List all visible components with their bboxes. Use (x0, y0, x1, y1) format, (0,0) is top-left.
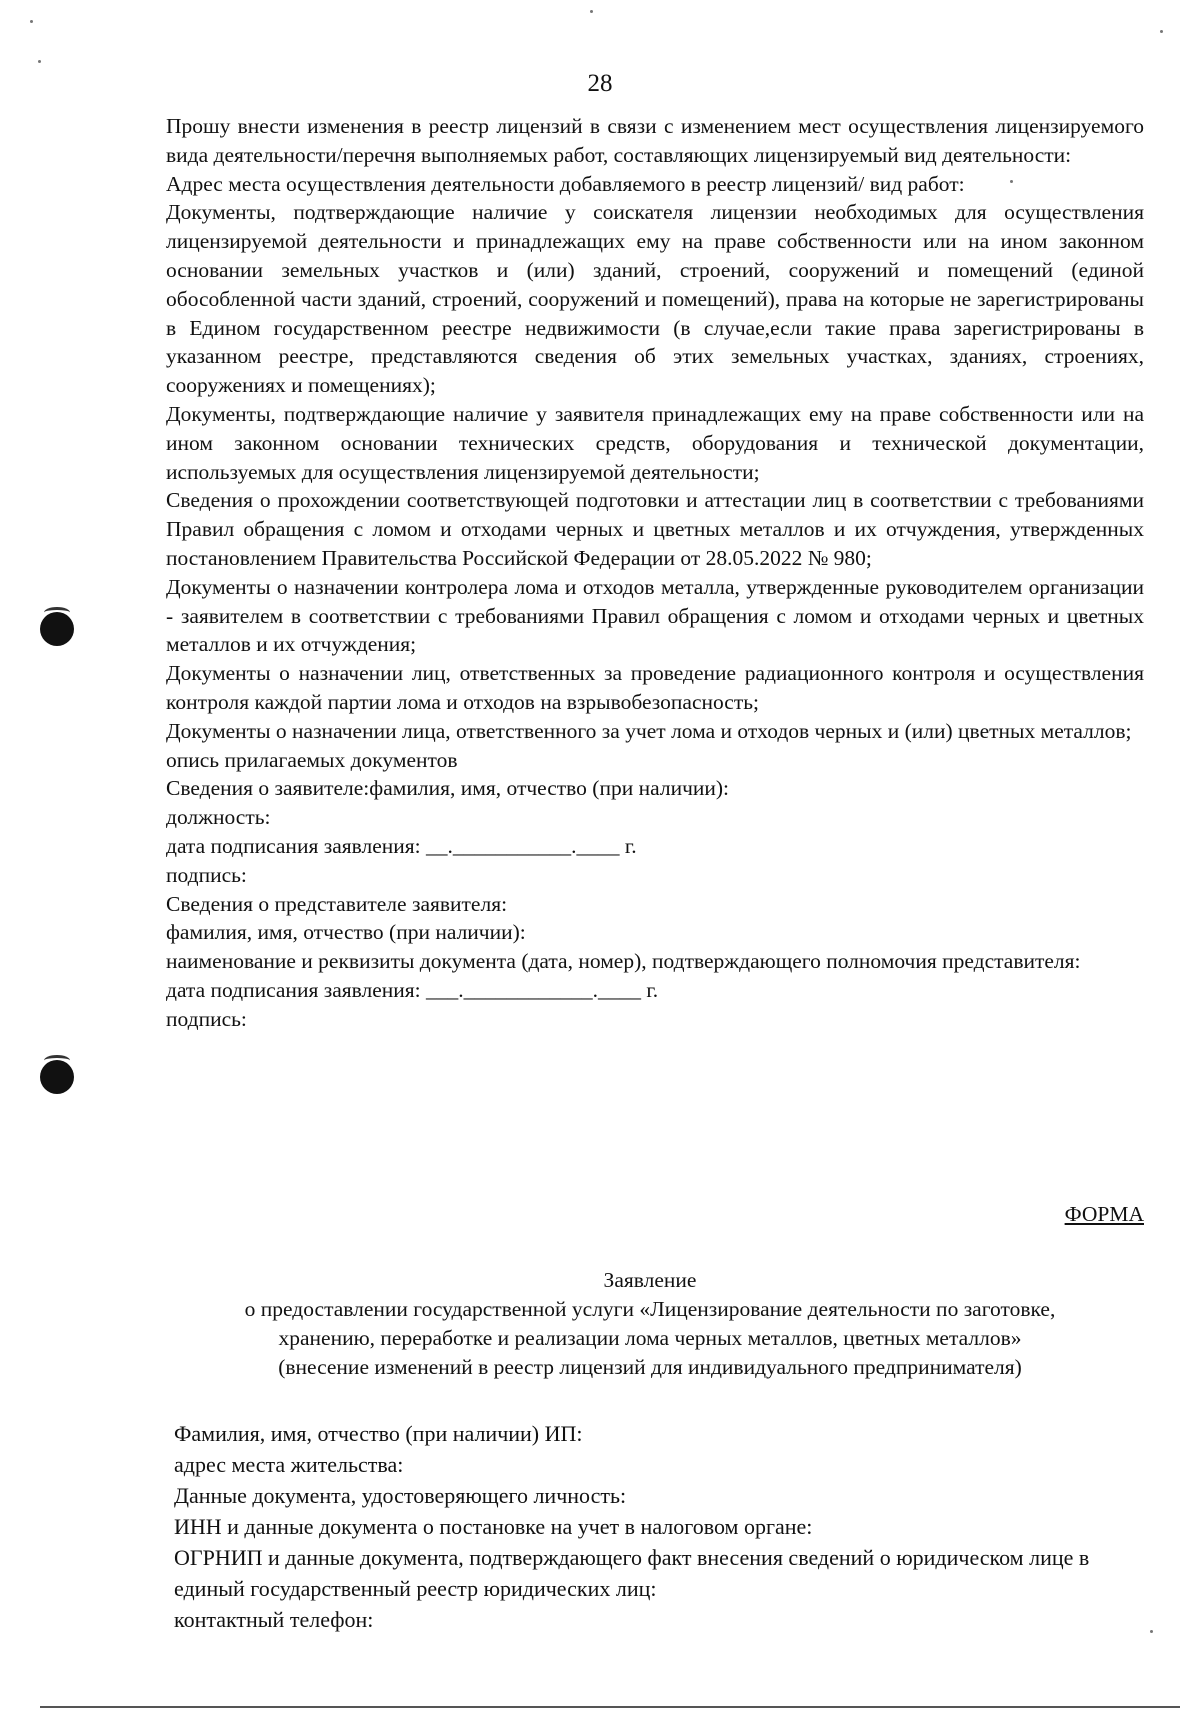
scan-speck (1010, 180, 1013, 183)
address-paragraph: Адрес места осуществления деятельности добавляемого в реестр лицензий/ вид работ: (166, 171, 965, 196)
application-subtitle-line-1: о предоставлении государственной услуги «Лицензирование деятельности по заготовке, (244, 1297, 1056, 1321)
representative-signing-date-line (166, 976, 1144, 1005)
signature-line: подпись: (166, 862, 247, 887)
land-documents-paragraph: Документы, подтверждающие наличие у соискателя лицензии необходимых для осуществления лицензируемой деятельности и принадлежащих ему на праве собственности или на ином законном основании земельных участков и (или) зданий, строений, сооружений и помещений (единой обособленной части зданий, строений, сооружений и помещений), права на которые не зарегистрированы в Едином государственном реестре недвижимости (в случае,если такие права зарегистрированы в указанном реестре, представляются сведения об этих земельных участках, зданиях, строениях, сооружениях и помещениях); (166, 200, 1144, 398)
field-identity-document: Данные документа, удостоверяющего личность: (174, 1483, 627, 1508)
scan-speck (30, 20, 33, 23)
scan-speck (590, 10, 593, 13)
scan-speck (1150, 1630, 1153, 1633)
field-contact-phone: контактный телефон: (174, 1607, 374, 1632)
authority-document-line: наименование и реквизиты документа (дата, номер), подтверждающего полномочия представителя: (166, 949, 1081, 974)
controller-paragraph: Документы о назначении контролера лома и отходов металла, утвержденные руководителем организации - заявителем в соответствии с требованиями Правил обращения с ломом и отходами черных и цветных металлов и их отчуждения; (166, 574, 1144, 657)
punch-hole (40, 1060, 74, 1094)
forma-label: ФОРМА (1064, 1202, 1144, 1226)
application-subtitle-line-3: (внесение изменений в реестр лицензий для индивидуального предпринимателя) (278, 1355, 1022, 1379)
punch-hole (40, 612, 74, 646)
equipment-documents-paragraph: Документы, подтверждающие наличие у заявителя принадлежащих ему на праве собственности или на ином законном основании технических средств, оборудования и технической документации, используемых для осуществления лицензируемой деятельности; (166, 401, 1144, 484)
field-inn: ИНН и данные документа о постановке на учет в налоговом органе: (174, 1514, 813, 1539)
representative-signing-date-label: дата подписания заявления: (166, 977, 421, 1002)
training-paragraph: Сведения о прохождении соответствующей подготовки и аттестации лиц в соответствии с требованиями Правил обращения с ломом и отходами черных и цветных металлов и их отчуждения, утвержденных постановлением Правительства Российской Федерации от 28.05.2022 № 980; (166, 488, 1144, 570)
field-residence-address: адрес места жительства: (174, 1452, 404, 1477)
request-paragraph: Прошу внести изменения в реестр лицензий в связи с изменением мест осуществления лицензируемого вида деятельности/перечня выполняемых работ, составляющих лицензируемый вид деятельности: (166, 114, 1144, 167)
request-section (166, 112, 1144, 1034)
application-title: Заявление (603, 1268, 697, 1292)
signing-date-line (166, 832, 1144, 861)
representative-name-line: фамилия, имя, отчество (при наличии): (166, 920, 526, 945)
entrepreneur-fields (174, 1418, 1154, 1635)
field-full-name: Фамилия, имя, отчество (при наличии) ИП: (174, 1421, 583, 1446)
signing-date-blank: __.___________.____ г. (420, 833, 637, 858)
field-ogrnip: ОГРНИП и данные документа, подтверждающего факт внесения сведений о юридическом лице в единый государственный реестр юридических лиц: (174, 1545, 1090, 1601)
representative-signature-line: подпись: (166, 1006, 247, 1031)
applicant-name-line: Сведения о заявителе:фамилия, имя, отчество (при наличии): (166, 776, 730, 801)
scan-edge-line (40, 1706, 1180, 1708)
inventory-line: опись прилагаемых документов (166, 747, 458, 772)
scan-speck (1160, 30, 1163, 33)
page-number: 28 (587, 70, 613, 97)
signing-date-label: дата подписания заявления: (166, 833, 421, 858)
application-subtitle-line-2: хранению, переработке и реализации лома черных металлов, цветных металлов» (278, 1326, 1022, 1350)
representative-heading: Сведения о представителе заявителя: (166, 891, 508, 916)
scan-speck (38, 60, 41, 63)
radiation-control-paragraph: Документы о назначении лиц, ответственных за проведение радиационного контроля и осуществления контроля каждой партии лома и отходов на взрывобезопасность; (166, 661, 1144, 714)
position-line: должность: (166, 805, 271, 830)
accounting-paragraph: Документы о назначении лица, ответственного за учет лома и отходов черных и (или) цветных металлов; (166, 718, 1132, 743)
application-title-block (150, 1266, 1150, 1382)
representative-signing-date-blank: ___.____________.____ г. (420, 977, 659, 1002)
